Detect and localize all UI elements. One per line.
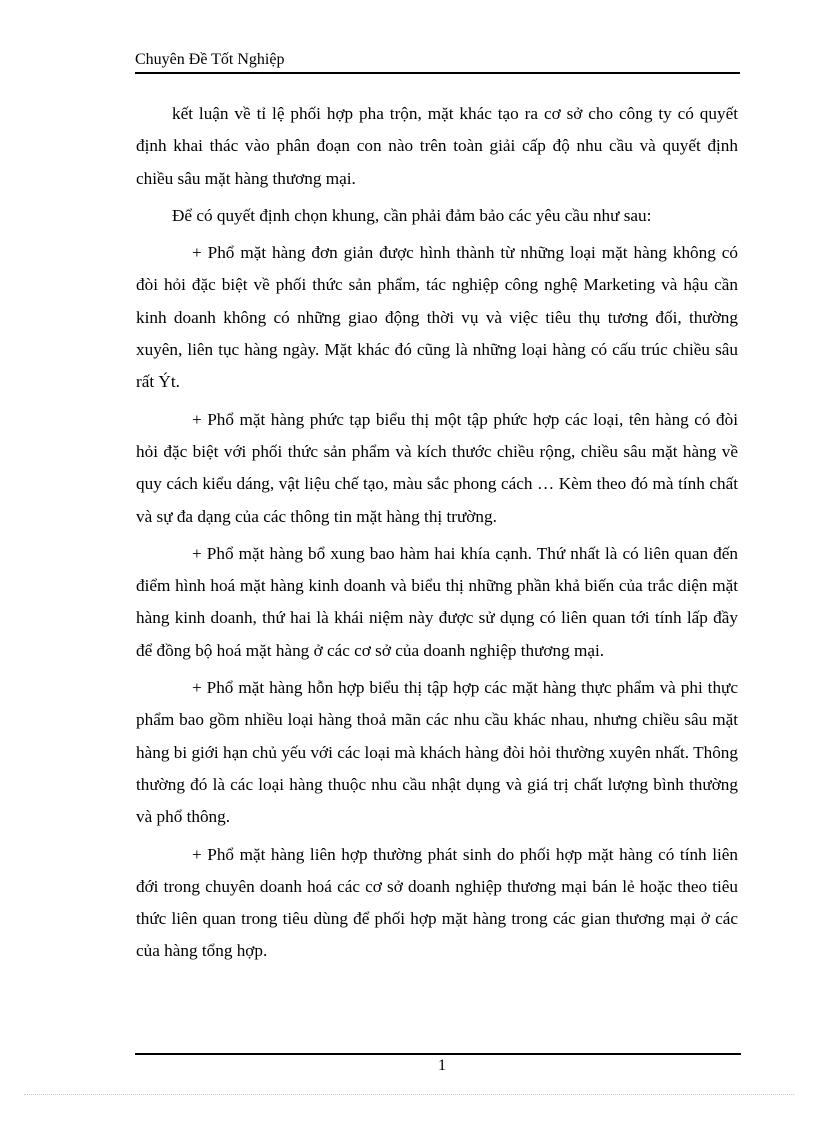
header-title: Chuyên Đề Tốt Nghiệp	[135, 51, 285, 68]
footer-rule	[135, 1053, 741, 1055]
paragraph-simple-assortment: + Phổ mặt hàng đơn giản được hình thành từ những loại mặt hàng không có đòi hỏi đặc biệt về phối thức sản phẩm, tác nghiệp công nghệ Marketing và hậu cần kinh doanh không có những giao động thời vụ và việc tiêu thụ tương đối, thường xuyên, liên tục hàng ngày. Mặt khác đó cũng là những loại hàng có cấu trúc chiều sâu rất Ýt.	[136, 243, 738, 392]
paragraph-combined-assortment: + Phổ mặt hàng liên hợp thường phát sinh do phối hợp mặt hàng có tính liên đới trong chuyên doanh hoá các cơ sở doanh nghiệp thương mại bán lẻ hoặc theo tiêu thức liên quan trong tiêu dùng để phối hợp mặt hàng trong các gian thương mại ở các của hàng tổng hợp.	[136, 844, 738, 961]
page-edge-divider	[24, 1094, 794, 1095]
paragraph-requirements-intro: Để có quyết định chọn khung, cần phải đảm bảo các yêu cầu như sau:	[172, 205, 652, 225]
paragraph-mixed-assortment: + Phổ mặt hàng hỗn hợp biểu thị tập hợp các mặt hàng thực phẩm và phi thực phẩm bao gồm nhiều loại hàng thoả mãn các nhu cầu khác nhau, nhưng chiều sâu mặt hàng bi giới hạn chủ yếu với các loại mà khách hàng đòi hỏi thường xuyên nhất. Thông thường đó là các loại hàng thuộc nhu cầu nhật dụng và giá trị chất lượng bình thường và phổ thông.	[136, 678, 738, 827]
page-header	[135, 48, 740, 74]
paragraph-continuation: kết luận về tỉ lệ phối hợp pha trộn, mặt khác tạo ra cơ sở cho công ty có quyết định khai thác vào phân đoạn con nào trên toàn giải cấp độ nhu cầu và quyết định chiều sâu mặt hàng thương mại.	[136, 104, 738, 188]
paragraph-complex-assortment: + Phổ mặt hàng phức tạp biểu thị một tập phức hợp các loại, tên hàng có đòi hỏi đặc biệt với phối thức sản phẩm và kích thước chiều rộng, chiều sâu mặt hàng về quy cách kiểu dáng, vật liệu chế tạo, màu sắc phong cách … Kèm theo đó mà tính chất và sự đa dạng của các thông tin mặt hàng thị trường.	[136, 409, 738, 526]
page-number: 1	[438, 1057, 446, 1074]
body-text	[136, 98, 738, 968]
paragraph-supplementary-assortment: + Phổ mặt hàng bổ xung bao hàm hai khía cạnh. Thứ nhất là có liên quan đến điểm hình hoá mặt hàng kinh doanh và biểu thị những phần khả biến của trắc diện mặt hàng kinh doanh, thứ hai là khái niệm này được sử dụng có liên quan tới tính lấp đầy để đồng bộ hoá mặt hàng ở các cơ sở của doanh nghiệp thương mại.	[136, 543, 738, 660]
